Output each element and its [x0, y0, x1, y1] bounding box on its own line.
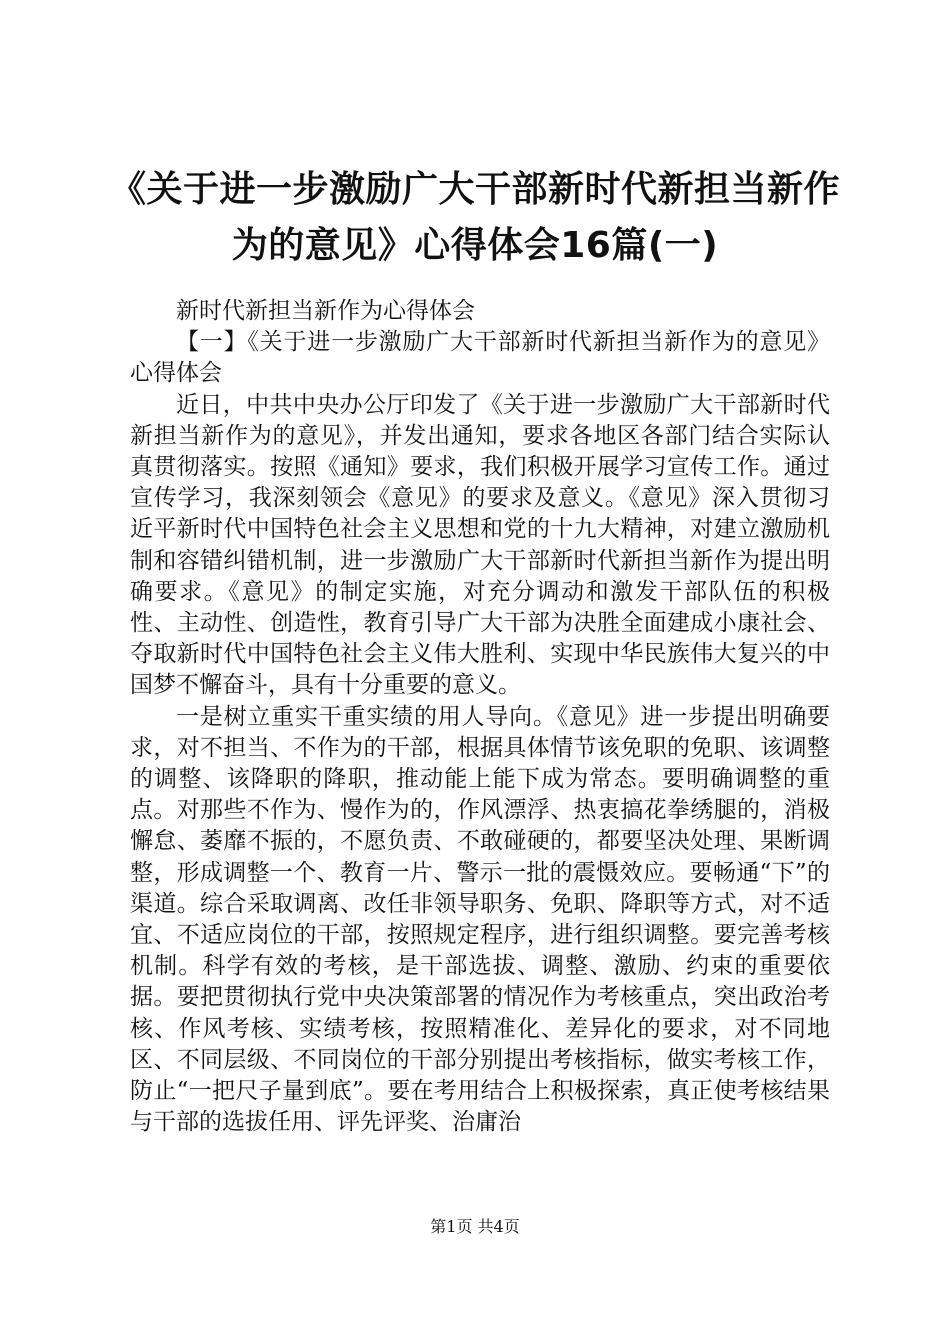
body-paragraph: 【一】《关于进一步激励广大干部新时代新担当新作为的意见》心得体会: [130, 329, 830, 387]
body-paragraph: 近日，中共中央办公厅印发了《关于进一步激励广大干部新时代新担当新作为的意见》，并发出通知，要求各地区各部门结合实际认真贯彻落实。按照《通知》要求，我们积极开展学习宣传工作。通过宣传学习，我深刻领会《意见》的要求及意义。《意见》深入贯彻习近平新时代中国特色社会主义思想和党的十九大精神，对建立激励机制和容错纠错机制，进一步激励广大干部新时代新担当新作为提出明确要求。《意见》的制定实施，对充分调动和激发干部队伍的积极性、主动性、创造性，教育引导广大干部为决胜全面建成小康社会、夺取新时代中国特色社会主义伟大胜利、实现中华民族伟大复兴的中国梦不懈奋斗，具有十分重要的意义。: [130, 391, 830, 699]
document-body: [130, 296, 830, 1138]
document-title: 《关于进一步激励广大干部新时代新担当新作为的意见》心得体会16篇(一): [110, 169, 841, 266]
page-footer: 第1页 共4页: [430, 1217, 520, 1236]
body-paragraph: 一是树立重实干重实绩的用人导向。《意见》进一步提出明确要求，对不担当、不作为的干部，根据具体情节该免职的免职、该调整的调整、该降职的降职，推动能上能下成为常态。要明确调整的重点。对那些不作为、慢作为的，作风漂浮、热衷搞花拳绣腿的，消极懈怠、萎靡不振的，不愿负责、不敢碰硬的，都要坚决处理、果断调整，形成调整一个、教育一片、警示一批的震慑效应。要畅通“下”的渠道。综合采取调离、改任非领导职务、免职、降职等方式，对不适宜、不适应岗位的干部，按照规定程序，进行组织调整。要完善考核机制。科学有效的考核，是干部选拔、调整、激励、约束的重要依据。要把贯彻执行党中央决策部署的情况作为考核重点，突出政治考核、作风考核、实绩考核，按照精准化、差异化的要求，对不同地区、不同层级、不同岗位的干部分别提出考核指标，做实考核工作，防止“一把尺子量到底”。要在考用结合上积极探索，真正使考核结果与干部的选拔任用、评先评奖、治庸治: [130, 703, 830, 1136]
body-paragraph: 新时代新担当新作为心得体会: [176, 298, 475, 324]
